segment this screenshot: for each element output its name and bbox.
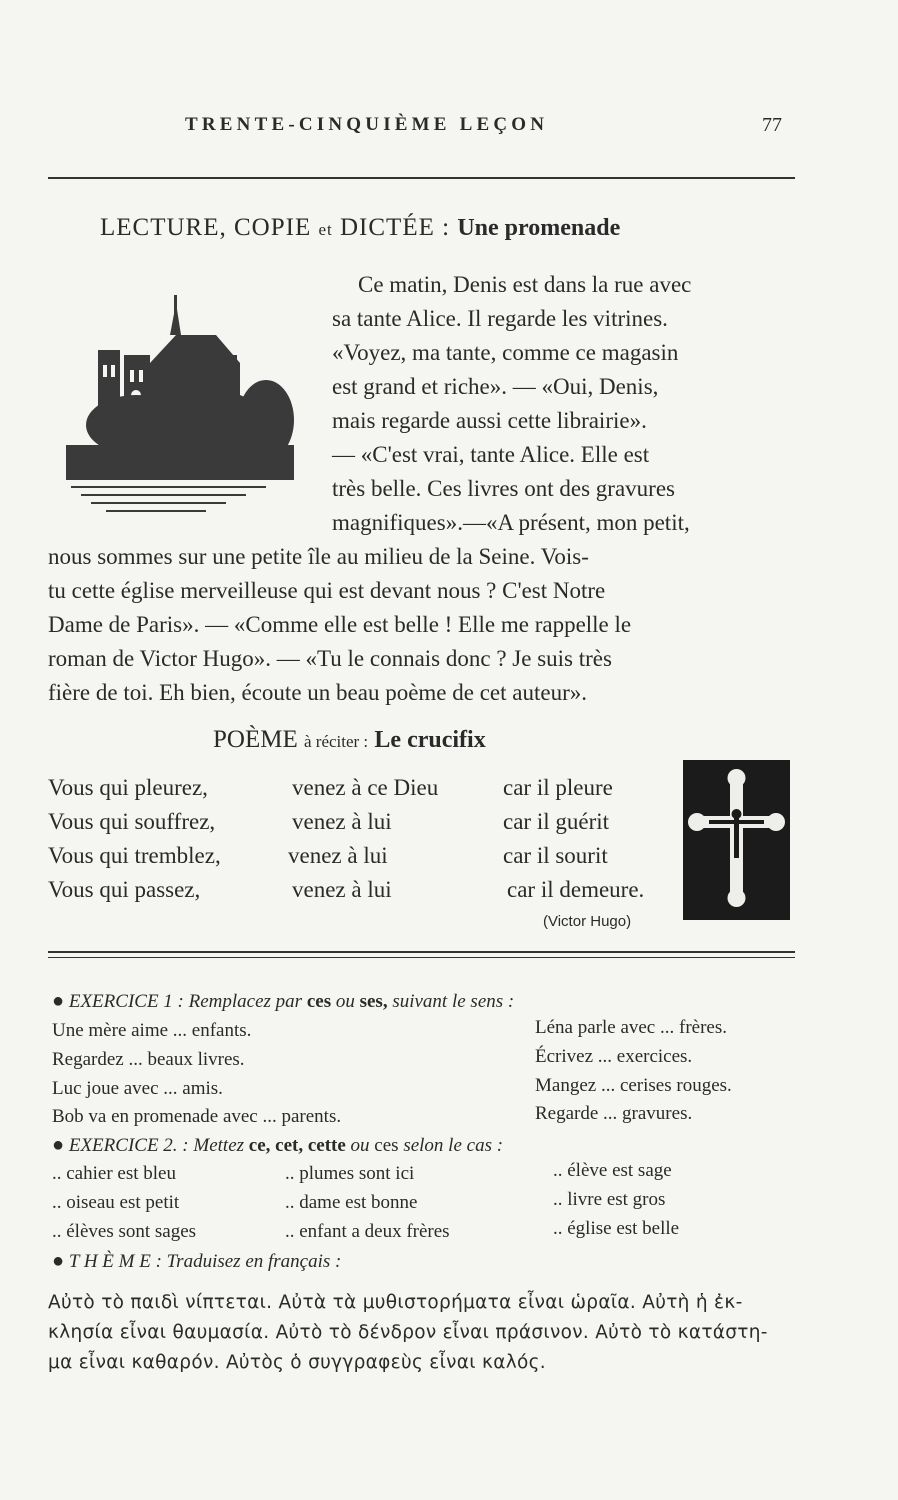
lecture-line: nous sommes sur une petite île au milieu de la Seine. Vois-	[48, 544, 589, 569]
exercise-2-item: .. enfant a deux frères	[285, 1221, 450, 1242]
poem-line: venez à lui	[292, 877, 392, 902]
poem-line: Vous qui souffrez,	[48, 809, 216, 834]
lecture-heading: LECTURE, COPIE et DICTÉE : Une promenade	[100, 214, 621, 241]
exercise-2-item: .. plumes sont ici	[285, 1163, 415, 1184]
crucifix-image	[683, 760, 790, 920]
notre-dame-illustration	[66, 295, 294, 520]
theme-line: κλησία εἶναι θαυμασία. Αὐτὸ τὸ δένδρον εἶναι πράσινον. Αὐτὸ τὸ κατάστη-	[48, 1322, 768, 1343]
theme-line: Αὐτὸ τὸ παιδὶ νίπτεται. Αὐτὰ τὰ μυθιστορήματα εἶναι ὡραῖα. Αὐτὴ ἡ ἐκ-	[48, 1292, 743, 1313]
exercise-2-item: .. livre est gros	[553, 1189, 666, 1210]
exercise-2-item: .. cahier est bleu	[52, 1163, 176, 1184]
section-rule-bottom	[48, 957, 795, 958]
poem-heading: POÈME à réciter : Le crucifix	[213, 726, 486, 753]
theme-line: μα εἶναι καθαρόν. Αὐτὸς ὁ συγγραφεὺς εἶναι καλός.	[48, 1352, 546, 1373]
lecture-line: Ce matin, Denis est dans la rue avec	[358, 272, 692, 297]
poem-line: car il sourit	[503, 843, 608, 868]
lecture-line: est grand et riche». — «Oui, Denis,	[332, 374, 659, 399]
exercise-1-item: Mangez ... cerises rouges.	[535, 1075, 732, 1096]
lecture-line: magnifiques».—«A présent, mon petit,	[332, 510, 690, 535]
theme-heading: ● T H È M E : Traduisez en français :	[52, 1250, 342, 1272]
lecture-line: très belle. Ces livres ont des gravures	[332, 476, 675, 501]
page-number: 77	[762, 114, 782, 136]
exercise-2-item: .. dame est bonne	[285, 1192, 418, 1213]
lecture-line: tu cette église merveilleuse qui est devant nous ? C'est Notre	[48, 578, 606, 603]
poem-line: Vous qui tremblez,	[48, 843, 221, 868]
header-rule	[48, 177, 795, 179]
exercise-1-item: Regarde ... gravures.	[535, 1103, 693, 1124]
exercise-2-heading: ● EXERCICE 2. : Mettez ce, cet, cette ou ces selon le cas :	[52, 1134, 504, 1156]
exercise-1-item: Une mère aime ... enfants.	[52, 1020, 252, 1041]
lecture-line: roman de Victor Hugo». — «Tu le connais donc ? Je suis très	[48, 646, 612, 671]
section-rule-top	[48, 951, 795, 953]
notre-dame-engraving	[66, 295, 294, 511]
lecture-line: Dame de Paris». — «Comme elle est belle ! Elle me rappelle le	[48, 612, 632, 637]
exercise-2-item: .. élève est sage	[553, 1160, 672, 1181]
poem-line: car il guérit	[503, 809, 610, 834]
exercise-1-item: Léna parle avec ... frères.	[535, 1017, 727, 1038]
poem-line: venez à lui	[292, 809, 392, 834]
exercise-1-item: Bob va en promenade avec ... parents.	[52, 1106, 342, 1127]
poem-line: car il pleure	[503, 775, 613, 800]
exercise-1-heading: ● EXERCICE 1 : Remplacez par ces ou ses, suivant le sens :	[52, 990, 515, 1012]
poem-author: (Victor Hugo)	[543, 913, 632, 930]
lecture-line: «Voyez, ma tante, comme ce magasin	[332, 340, 679, 365]
poem-line: Vous qui pleurez,	[48, 775, 208, 800]
lecture-line: mais regarde aussi cette librairie».	[332, 408, 647, 433]
crucifix-icon	[683, 760, 790, 920]
exercise-1-item: Luc joue avec ... amis.	[52, 1078, 223, 1099]
lecture-line: — «C'est vrai, tante Alice. Elle est	[332, 442, 650, 467]
poem-line: Vous qui passez,	[48, 877, 201, 902]
exercise-2-item: .. église est belle	[553, 1218, 680, 1239]
lecture-line: fière de toi. Eh bien, écoute un beau poème de cet auteur».	[48, 680, 587, 705]
page-header-title: TRENTE-CINQUIÈME LEÇON	[185, 114, 549, 135]
exercise-2-item: .. élèves sont sages	[52, 1221, 197, 1242]
poem-line: venez à ce Dieu	[292, 775, 439, 800]
poem-line: venez à lui	[288, 843, 388, 868]
exercise-1-item: Regardez ... beaux livres.	[52, 1049, 245, 1070]
exercise-2-item: .. oiseau est petit	[52, 1192, 180, 1213]
exercise-1-item: Écrivez ... exercices.	[535, 1046, 693, 1067]
lecture-line: sa tante Alice. Il regarde les vitrines.	[332, 306, 668, 331]
poem-line: car il demeure.	[507, 877, 645, 902]
